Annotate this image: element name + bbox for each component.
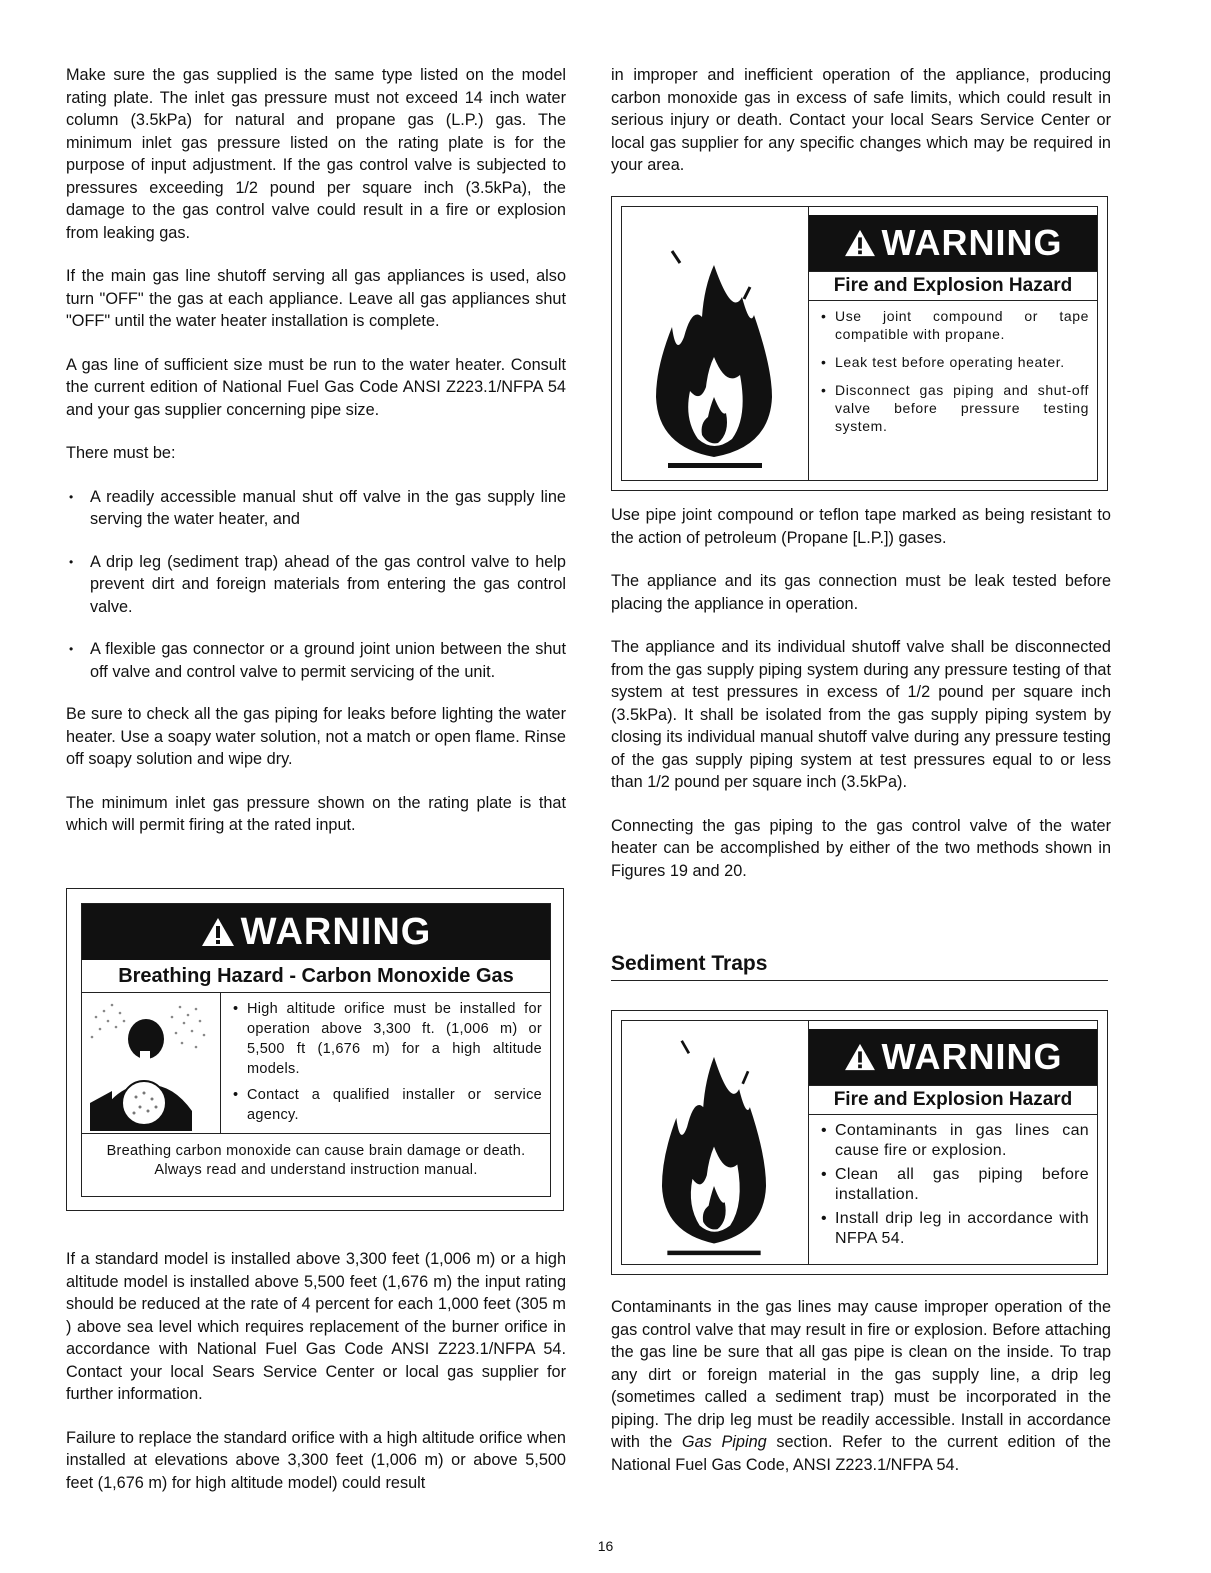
paragraph-improper-operation: in improper and inefficient operation of the appliance, producing carbon monoxide gas in excess of safe limits, which could result in serious injury or death. Contact your local Sears Service Center or local gas supplier for any specific changes which may be required in your area. — [611, 66, 1111, 174]
paragraph-leak-check: Be sure to check all the gas piping for leaks before lighting the water heater. Use a soapy water solution, not a match or open flame. Rinse off soapy solution and wipe dry. — [66, 705, 566, 768]
requirements-list — [66, 486, 566, 684]
warning-triangle-icon — [844, 229, 876, 257]
warning-banner-text: WARNING — [881, 222, 1063, 263]
warning-banner-text: WARNING — [240, 910, 432, 953]
hazard-title: Fire and Explosion Hazard — [809, 271, 1097, 301]
flame-icon — [622, 1021, 809, 1264]
paragraph-leak-tested: The appliance and its gas connection must be leak tested before placing the appliance in operation. — [611, 572, 1111, 613]
paragraph-gas-line: A gas line of sufficient size must be run to the water heater. Consult the current edition of National Fuel Gas Code ANSI Z223.1/NFPA 54 and your gas supplier concerning pipe size. — [66, 355, 566, 419]
page-number: 16 — [597, 1538, 614, 1554]
paragraph-altitude: If a standard model is installed above 3,300 feet (1,006 m) or a high altitude model is installed above 5,500 feet (1,676 m) the input rating should be reduced at the rate of 4 percent for each 1,000 feet (305 m ) above sea level which requires replacement of the burner orifice in accordance with National Fuel Gas Code ANSI Z223.1/NFPA 54. Contact your local Sears Service Center or local gas supplier for further information. — [66, 1250, 566, 1403]
paragraph-pipe-compound: Use pipe joint compound or teflon tape marked as being resistant to the action of petroleum (Propane [L.P.]) gases. — [611, 506, 1111, 547]
fire-warning-list — [819, 307, 1089, 435]
paragraph-pressure-testing: The appliance and its individual shutoff valve shall be disconnected from the gas supply piping system during any pressure testing of that system at test pressures in excess of 1/2 pound per square inch (3.5kPa). It shall be isolated from the gas supply piping system by closing its individual manual shutoff valve during any pressure testing of the gas supply piping system at test pressures equal to or less than 1/2 pound per square inch (3.5kPa). — [611, 638, 1111, 791]
paragraph-there-must-be: There must be: — [66, 444, 176, 462]
flame-icon — [622, 207, 809, 480]
warning-banner — [809, 1029, 1097, 1085]
warning-banner — [82, 904, 550, 960]
section-heading-sediment-traps: Sediment Traps — [611, 952, 1108, 981]
hazard-title: Breathing Hazard - Carbon Monoxide Gas — [82, 960, 550, 993]
list-item: • Use joint compound or tape compatible with propane. — [819, 307, 1089, 343]
paragraph-shutoff: If the main gas line shutoff serving all gas appliances is used, also turn "OFF" the gas at each appliance. Leave all gas appliances shut "OFF" until the water heater installation is complete. — [66, 267, 566, 330]
left-column-lower — [66, 1248, 566, 1515]
paragraph-contaminants-end: section. Refer to the current edition of the National Fuel Gas Code, ANSI Z223.1/NFPA 54. — [611, 1433, 1111, 1474]
list-item: • A readily accessible manual shut off valve in the gas supply line serving the water heater, and — [66, 486, 566, 531]
warning-banner-text: WARNING — [881, 1036, 1063, 1077]
paragraph-gas-supply: Make sure the gas supplied is the same type listed on the model rating plate. The inlet gas pressure must not exceed 14 inch water column (3.5kPa) for natural and propane gas (L.P.) gas. The minimum inlet gas pressure listed on the rating plate is for the purpose of input adjustment. If the gas control valve is subjected to pressures exceeding 1/2 pound per square inch (3.5kPa), the damage to the gas control valve could result in a fire or explosion from leaking gas. — [66, 66, 566, 242]
warning-triangle-icon — [201, 917, 235, 947]
paragraph-contaminants-text: Contaminants in the gas lines may cause improper operation of the gas control valve that may result in fire or explosion. Before attaching the gas line be sure that all gas pipe is clean on the inside. To trap any dirt or foreign material in the gas supply line, a drip leg (sometimes called a sediment trap) must be incorporated in the piping. The drip leg must be readily accessible. Install in accordance with the — [611, 1298, 1111, 1451]
list-item: • A drip leg (sediment trap) ahead of the gas control valve to help prevent dirt and foreign materials from entering the gas control valve. — [66, 551, 566, 619]
co-warning-inner — [81, 903, 551, 1197]
list-item: • A flexible gas connector or a ground joint union between the shut off valve and control valve to permit servicing of the unit. — [66, 638, 566, 683]
list-item: • Leak test before operating heater. — [819, 353, 1089, 371]
left-column-upper — [66, 64, 566, 858]
paragraph-min-pressure: The minimum inlet gas pressure shown on the rating plate is that which will permit firing at the rated input. — [66, 793, 566, 834]
warning-banner — [809, 215, 1097, 271]
gas-piping-reference: Gas Piping — [681, 1433, 767, 1451]
list-item: • Contaminants in gas lines can cause fire or explosion. — [819, 1121, 1089, 1161]
paragraph-orifice: Failure to replace the standard orifice with a high altitude orifice when installed at elevations above 3,300 feet (1,006 m) or above 5,500 feet (1,676 m) for high altitude model) could result — [66, 1428, 566, 1492]
warning-triangle-icon — [844, 1043, 876, 1071]
paragraph-contaminants — [611, 1296, 1111, 1476]
fire-warning-box-2 — [611, 1010, 1108, 1275]
right-column-middle — [611, 504, 1111, 903]
co-warning-box — [66, 888, 564, 1211]
hazard-title: Fire and Explosion Hazard — [809, 1085, 1097, 1115]
list-item: • Clean all gas piping before installation. — [819, 1165, 1089, 1205]
list-item: • High altitude orifice must be installed for operation above 3,300 ft. (1,006 m) or 5,500 ft (1,676 m) for a high altitude models. — [231, 999, 542, 1079]
paragraph-connecting: Connecting the gas piping to the gas control valve of the water heater can be accomplished by either of the two methods shown in Figures 19 and 20. — [611, 816, 1111, 880]
breathing-hazard-icon — [82, 993, 221, 1133]
list-item: • Contact a qualified installer or service agency. — [231, 1085, 542, 1125]
right-column-lower — [611, 1296, 1111, 1497]
co-warning-footer: Breathing carbon monoxide can cause brain damage or death. Always read and understand instruction manual. — [106, 1143, 526, 1178]
co-warning-list — [231, 999, 542, 1125]
right-column-upper — [611, 64, 1111, 198]
list-item: • Disconnect gas piping and shut-off valve before pressure testing system. — [819, 381, 1089, 435]
list-item: • Install drip leg in accordance with NFPA 54. — [819, 1209, 1089, 1249]
fire-warning-box-1 — [611, 196, 1108, 491]
fire-warning-list — [819, 1121, 1089, 1249]
